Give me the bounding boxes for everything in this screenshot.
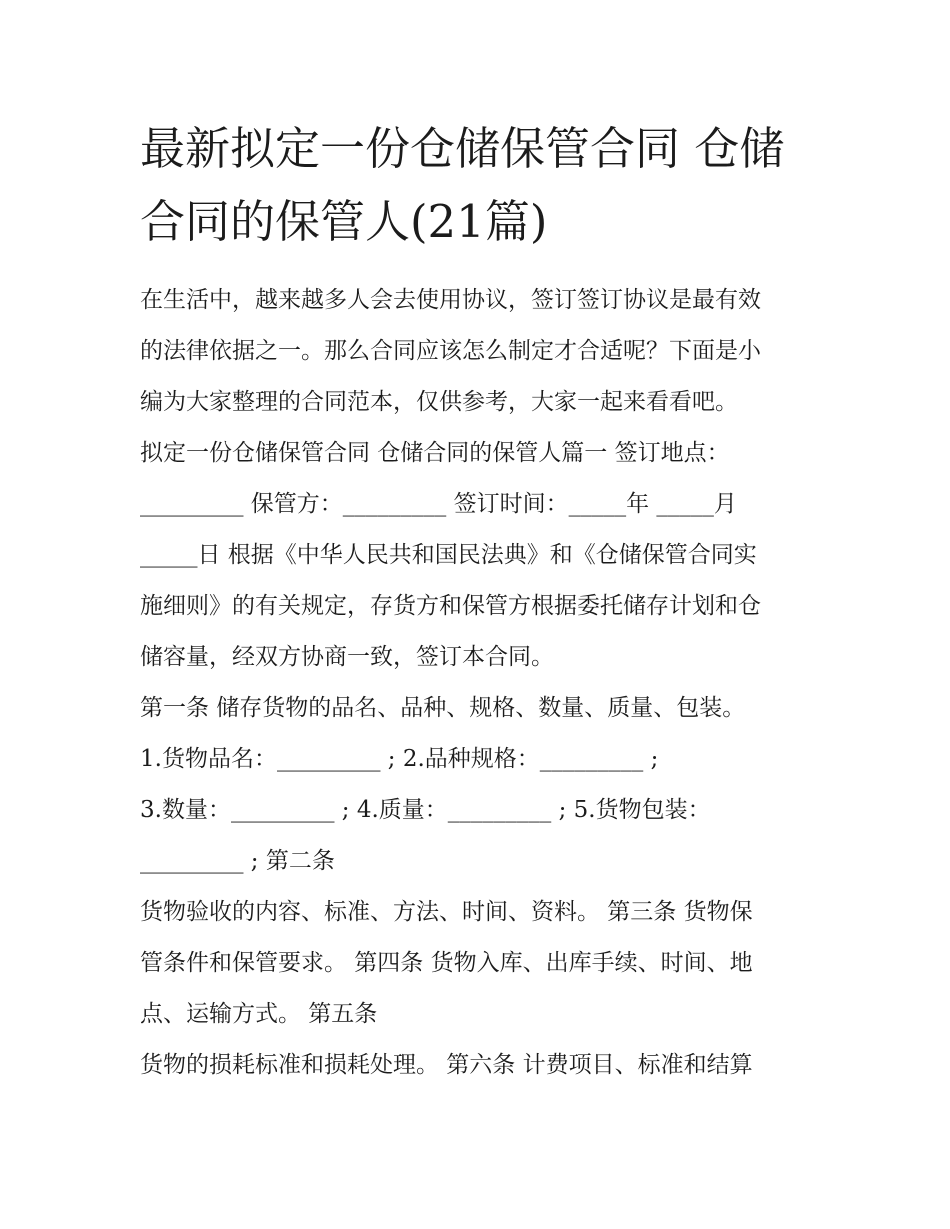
body-line: _____日 根据《中华人民共和国民法典》和《仓储保管合同实 [140,542,757,568]
document-title: 最新拟定一份仓储保管合同 仓储合同的保管人(21篇) [140,122,785,248]
body-line: 3.数量：_________ ; 4.质量：_________ ; 5.货物包装： [140,797,711,823]
body-line: 拟定一份仓储保管合同 仓储合同的保管人篇一 签订地点： [140,440,730,466]
body-line: 第一条 储存货物的品名、品种、规格、数量、质量、包装。 [140,695,746,721]
body-line: 点、运输方式。 第五条 [140,1001,378,1027]
body-line: _________ ; 第二条 [140,848,335,874]
body-line: 施细则》的有关规定，存货方和保管方根据委托储存计划和仓 [140,593,761,619]
body-line: _________ 保管方：_________ 签订时间：_____年 _____月 [140,491,737,517]
body-line: 管条件和保管要求。 第四条 货物入库、出库手续、时间、地 [140,950,753,976]
body-line: 在生活中，越来越多人会去使用协议，签订签订协议是最有效 [140,287,761,313]
body-line: 货物的损耗标准和损耗处理。 第六条 计费项目、标准和结算 [140,1052,753,1078]
body-line: 1.货物品名：_________ ; 2.品种规格：_________ ; [140,746,659,772]
body-line: 货物验收的内容、标准、方法、时间、资料。 第三条 货物保 [140,899,753,925]
body-line: 储容量，经双方协商一致，签订本合同。 [140,644,554,670]
document-body [140,275,820,1091]
body-line: 的法律依据之一。那么合同应该怎么制定才合适呢？下面是小 [140,338,761,364]
body-line: 编为大家整理的合同范本，仅供参考，大家一起来看看吧。 [140,389,738,415]
